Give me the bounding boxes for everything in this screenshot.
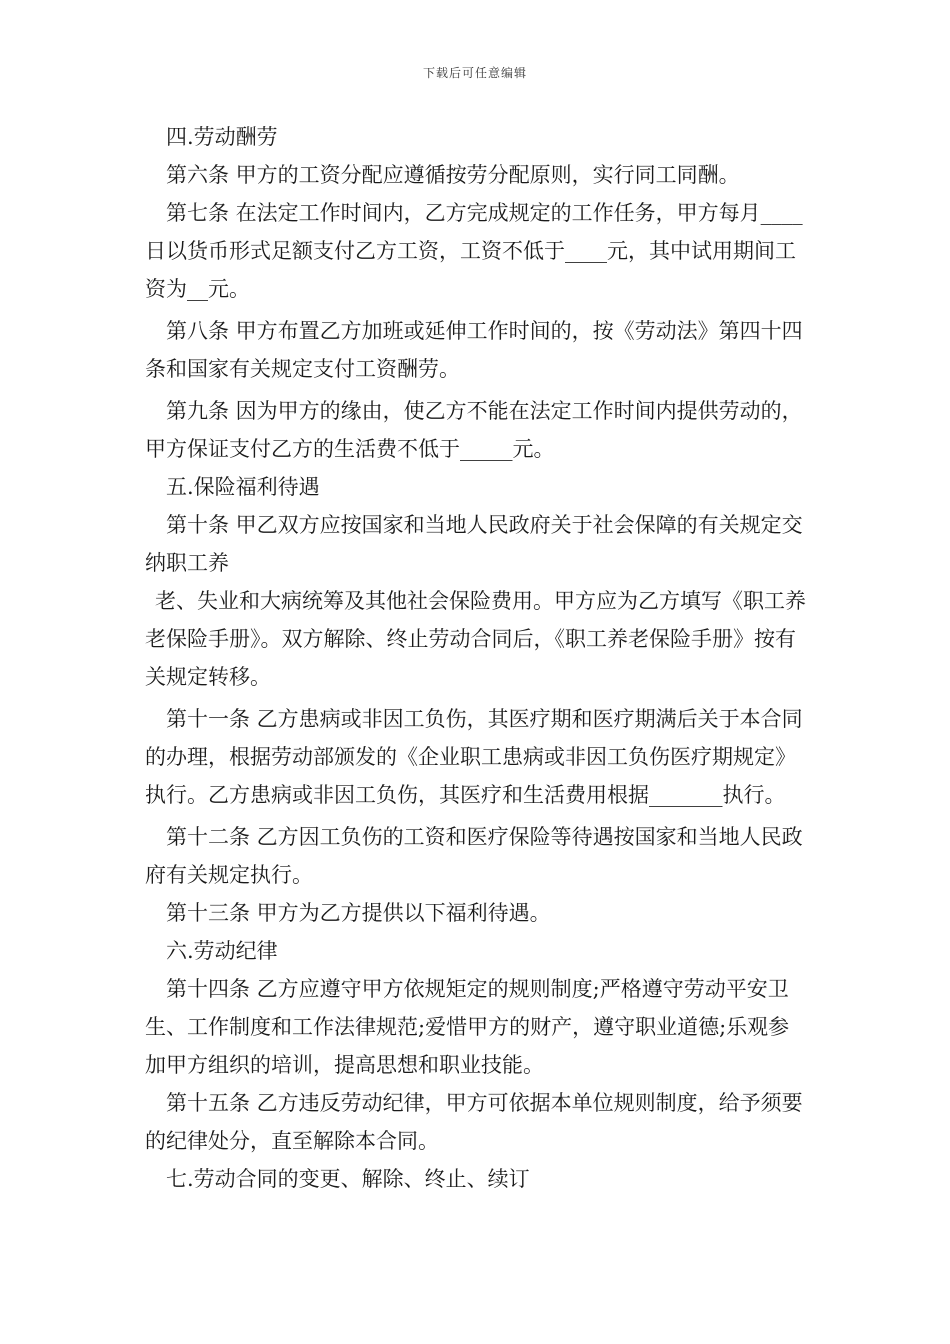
section-heading-contract-changes: 七.劳动合同的变更、解除、终止、续订 xyxy=(166,1167,530,1191)
article-9: 第九条 因为甲方的缘由，使乙方不能在法定工作时间内提供劳动的，甲方保证支付乙方的生活费不低于_____元。 xyxy=(145,399,803,461)
article-6: 第六条 甲方的工资分配应遵循按劳分配原则，实行同工同酬。 xyxy=(166,163,740,187)
article-12: 第十二条 乙方因工负伤的工资和医疗保险等待遇按国家和当地人民政府有关规定执行。 xyxy=(145,825,803,887)
article-10: 第十条 甲乙双方应按国家和当地人民政府关于社会保障的有关规定交纳职工养 xyxy=(145,513,803,575)
article-8: 第八条 甲方布置乙方加班或延伸工作时间的，按《劳动法》第四十四条和国家有关规定支付工资酬劳。 xyxy=(145,319,803,381)
document-body xyxy=(145,118,810,1198)
article-14: 第十四条 乙方应遵守甲方依规矩定的规则制度;严格遵守劳动平安卫生、工作制度和工作法律规范;爱惜甲方的财产，遵守职业道德;乐观参加甲方组织的培训，提高思想和职业技能。 xyxy=(145,977,790,1077)
page-header-note: 下载后可任意编辑 xyxy=(422,66,527,80)
article-10-continued: 老、失业和大病统筹及其他社会保险费用。甲方应为乙方填写《职工养老保险手册》。双方解除、终止劳动合同后，《职工养老保险手册》按有关规定转移。 xyxy=(145,589,806,689)
section-heading-remuneration: 四.劳动酬劳 xyxy=(166,125,278,149)
article-11: 第十一条 乙方患病或非因工负伤，其医疗期和医疗期满后关于本合同的办理，根据劳动部颁发的《企业职工患病或非因工负伤医疗期规定》执行。乙方患病或非因工负伤，其医疗和生活费用根据_______执行。 xyxy=(145,707,803,807)
article-7: 第七条 在法定工作时间内，乙方完成规定的工作任务，甲方每月____日以货币形式足额支付乙方工资，工资不低于____元，其中试用期间工资为__元。 xyxy=(145,201,803,301)
article-15: 第十五条 乙方违反劳动纪律，甲方可依据本单位规则制度，给予须要的纪律处分，直至解除本合同。 xyxy=(145,1091,803,1153)
article-13: 第十三条 甲方为乙方提供以下福利待遇。 xyxy=(166,901,551,925)
section-heading-insurance: 五.保险福利待遇 xyxy=(166,475,320,499)
section-heading-discipline: 六.劳动纪律 xyxy=(166,939,278,963)
